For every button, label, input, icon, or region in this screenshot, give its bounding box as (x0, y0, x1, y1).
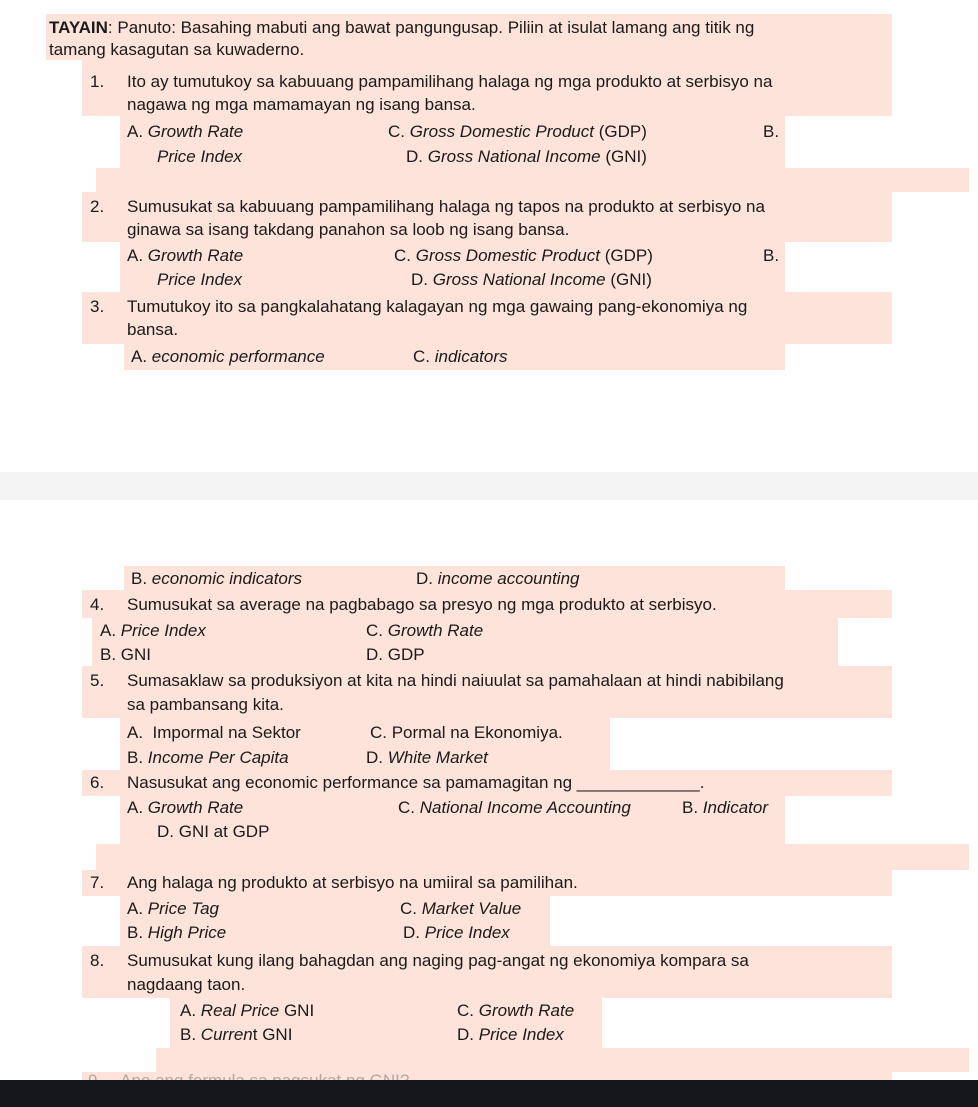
q7-option-c: C. Market Value (400, 899, 522, 918)
q5-question-line2: sa pambansang kita. (127, 695, 284, 714)
q2-option-d: D. Gross National Income (GNI) (411, 270, 652, 289)
q4-number: 4. (90, 595, 105, 614)
q6-option-d: D. GNI at GDP (157, 822, 270, 841)
q4-option-b: B. GNI (100, 645, 152, 664)
q3-option-b: B. economic indicators (131, 569, 303, 588)
q1-option-b-letter: B. (763, 122, 780, 141)
q8-option-d: D. Price Index (457, 1025, 564, 1044)
q7-option-b: B. High Price (127, 923, 227, 942)
q1-number: 1. (90, 72, 105, 91)
q2-number: 2. (90, 197, 105, 216)
q6-number: 6. (90, 773, 105, 792)
q5-option-d: D. White Market (366, 748, 488, 767)
q1-option-b: Price Index (157, 147, 243, 166)
q8-option-a: A. Real Price GNI (180, 1001, 315, 1020)
q6-option-b: B. Indicator (682, 798, 768, 817)
q2-option-c: C. Gross Domestic Product (GDP) (394, 246, 653, 265)
page-break (0, 472, 978, 500)
bottom-bar (0, 1080, 978, 1107)
q3-question: Tumutukoy ito sa pangkalahatang kalagayan ng mga gawaing pang-ekonomiya ng (127, 297, 748, 316)
q8-question-line2: nagdaang taon. (127, 975, 246, 994)
q4-option-c: C. Growth Rate (366, 621, 484, 640)
q8-number: 8. (90, 951, 105, 970)
q4-option-a: A. Price Index (100, 621, 206, 640)
q5-number: 5. (90, 671, 105, 690)
q1-question-line2: nagawa ng mga mamamayan ng isang bansa. (127, 95, 476, 114)
q3-option-d: D. income accounting (416, 569, 580, 588)
instructions-text: : Panuto: Basahing mabuti ang bawat pangungusap. Piliin at isulat lamang ang titik ng (107, 18, 755, 37)
q2-question-line2: ginawa sa isang takdang panahon sa loob ng isang bansa. (127, 220, 570, 239)
q7-option-a: A. Price Tag (127, 899, 219, 918)
q7-question: Ang halaga ng produkto at serbisyo na umiiral sa pamilihan. (127, 873, 578, 892)
q3-question-line2: bansa. (127, 320, 179, 339)
q5-option-b: B. Income Per Capita (127, 748, 289, 767)
q1-option-a: A. Growth Rate (127, 122, 244, 141)
q3-option-a: A. economic performance (131, 347, 325, 366)
instructions-line2: tamang kasagutan sa kuwaderno. (49, 40, 305, 59)
q5-option-a: A. Impormal na Sektor (127, 723, 301, 742)
q6-option-a: A. Growth Rate (127, 798, 244, 817)
q1-option-d: D. Gross National Income (GNI) (406, 147, 647, 166)
highlight (96, 168, 969, 192)
q1-question: Ito ay tumutukoy sa kabuuang pampamilihang halaga ng mga produkto at serbisyo na (127, 72, 773, 91)
q1-option-c: C. Gross Domestic Product (GDP) (388, 122, 647, 141)
q5-question: Sumasaklaw sa produksiyon at kita na hindi naiuulat sa pamahalaan at hindi nabibilang (127, 671, 784, 690)
q3-number: 3. (90, 297, 105, 316)
highlight (156, 1048, 969, 1072)
q4-question: Sumusukat sa average na pagbabago sa presyo ng mga produkto at serbisyo. (127, 595, 717, 614)
q3-option-c: C. indicators (413, 347, 508, 366)
q7-number: 7. (90, 873, 105, 892)
highlight (96, 844, 969, 870)
q2-option-a: A. Growth Rate (127, 246, 244, 265)
instructions (49, 18, 754, 38)
instructions-label: TAYAIN (49, 18, 108, 37)
q8-option-b: B. Current GNI (180, 1025, 293, 1044)
q6-question: Nasusukat ang economic performance sa pamamagitan ng _____________. (127, 773, 705, 792)
q7-option-d: D. Price Index (403, 923, 510, 942)
q2-option-b: Price Index (157, 270, 243, 289)
q6-option-c: C. National Income Accounting (398, 798, 631, 817)
q8-option-c: C. Growth Rate (457, 1001, 575, 1020)
q2-option-b-letter: B. (763, 246, 780, 265)
q5-option-c: C. Pormal na Ekonomiya. (370, 723, 563, 742)
q8-question: Sumusukat kung ilang bahagdan ang naging pag-angat ng ekonomiya kompara sa (127, 951, 749, 970)
q4-option-d: D. GDP (366, 645, 425, 664)
q2-question: Sumusukat sa kabuuang pampamilihang halaga ng tapos na produkto at serbisyo na (127, 197, 765, 216)
